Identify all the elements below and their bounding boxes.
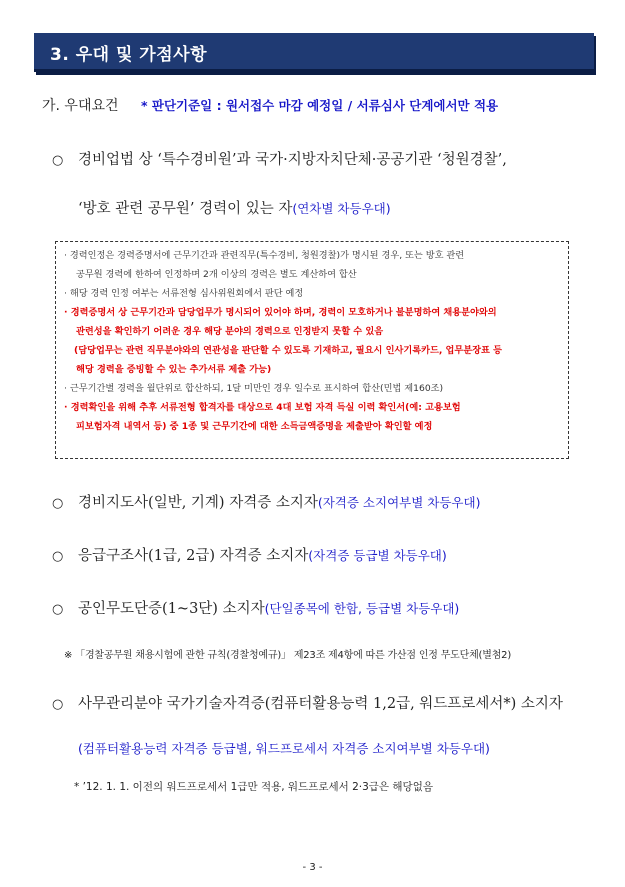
footnote: * ’12. 1. 1. 이전의 워드프로세서 1급만 적용, 워드프로세서 2·3급은 해당없음 (74, 781, 433, 793)
item-note: (자격증 등급별 차등우대) (308, 548, 447, 563)
criteria-note: * 판단기준일 : 원서접수 마감 예정일 / 서류심사 단계에서만 적용 (140, 98, 499, 113)
item-text: 경비업법 상 ‘특수경비원’과 국가·지방자치단체·공공기관 ‘청원경찰’, (78, 152, 507, 168)
item-note: (컴퓨터활용능력 자격증 등급별, 워드프로세서 자격증 소지여부별 차등우대) (78, 741, 490, 756)
list-item-security-career-cont (78, 197, 391, 218)
notice-line-important: 해당 경력을 증빙할 수 있는 추가서류 제출 가능) (76, 364, 272, 375)
section-header-bar (34, 33, 594, 72)
list-item-martial-arts (52, 597, 459, 618)
item-text: 응급구조사(1급, 2급) 자격증 소지자 (78, 548, 309, 564)
bullet-circle: ○ (52, 153, 64, 168)
item-text: 경비지도사(일반, 기계) 자격증 소지자 (78, 495, 318, 511)
page-number: - 3 - (302, 862, 323, 873)
notice-line-important: 피보험자격 내역서 등) 중 1종 및 근무기간에 대한 소득금액증명을 제출받아 확인할 예정 (76, 421, 433, 432)
bullet-circle: ○ (52, 602, 64, 617)
notice-line-important: · 경력증명서 상 근무기간과 담당업무가 명시되어 있어야 하며, 경력이 모호하거나 불분명하여 채용분야와의 (64, 307, 497, 318)
item-text: 공인무도단증(1~3단) 소지자 (78, 601, 265, 617)
list-item-emt (52, 544, 447, 565)
list-item-office-certificate (52, 692, 563, 713)
notice-box (55, 241, 569, 459)
notice-line: · 경력인정은 경력증명서에 근무기간과 관련직무(특수경비, 청원경찰)가 명시된 경우, 또는 방호 관련 (64, 250, 465, 261)
subsection-heading (42, 95, 498, 115)
item-note: (연차별 차등우대) (292, 201, 391, 216)
notice-line: · 근무기간별 경력을 월단위로 합산하되, 1달 미만인 경우 일수로 표시하여 합산(민법 제160조) (64, 383, 444, 394)
list-item-office-note (78, 739, 490, 757)
item-note: (단일종목에 한함, 등급별 차등우대) (264, 601, 460, 616)
notice-line-important: · 경력확인을 위해 추후 서류전형 합격자를 대상으로 4대 보험 자격 득실 이력 확인서(예: 고용보험 (64, 402, 461, 413)
item-note: (자격증 소지여부별 차등우대) (317, 495, 481, 510)
notice-line: 공무원 경력에 한하여 인정하며 2개 이상의 경력은 별도 계산하여 합산 (76, 269, 357, 280)
subsection-label: 가. 우대요건 (42, 98, 119, 114)
section-title: 3. 우대 및 가점사항 (50, 45, 207, 65)
item-text: 사무관리분야 국가기술자격증(컴퓨터활용능력 1,2급, 워드프로세서*) 소지자 (78, 696, 563, 712)
notice-line-important: 관련성을 확인하기 어려운 경우 해당 분야의 경력으로 인정받지 못할 수 있음 (76, 326, 384, 337)
bullet-circle: ○ (52, 549, 64, 564)
bullet-circle: ○ (52, 496, 64, 511)
notice-line: · 해당 경력 인정 여부는 서류전형 심사위원회에서 판단 예정 (64, 288, 304, 299)
list-item-security-instructor (52, 491, 480, 512)
notice-line-important: (담당업무는 관련 직무분야와의 연관성을 판단할 수 있도록 기재하고, 필요시 인사기록카드, 업무분장표 등 (74, 345, 502, 356)
bullet-circle: ○ (52, 697, 64, 712)
item-text: ‘방호 관련 공무원’ 경력이 있는 자 (78, 201, 293, 217)
reference-note: ※ 「경찰공무원 채용시험에 관한 규칙(경찰청예규)」 제23조 제4항에 따른 가산점 인정 무도단체(별첨2) (64, 650, 512, 661)
list-item-security-career (52, 148, 507, 169)
